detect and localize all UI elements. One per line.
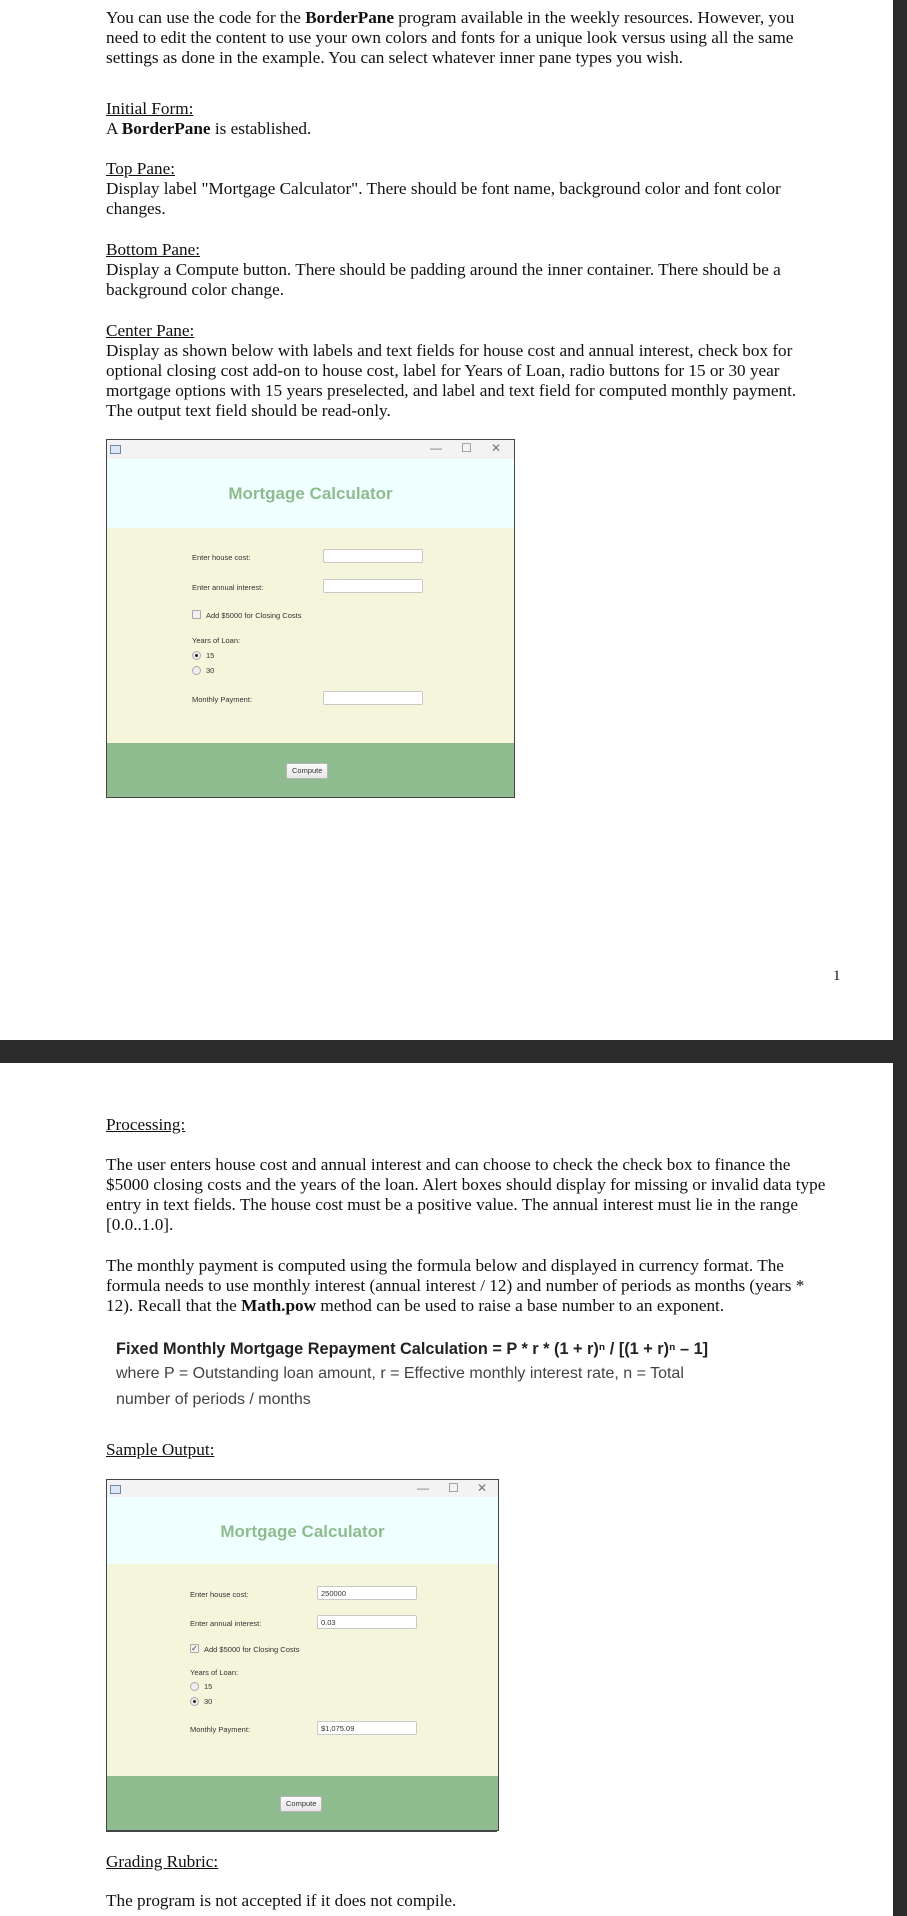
app-icon (110, 445, 121, 454)
sample-output-heading: Sample Output: (106, 1440, 215, 1459)
annual-interest-input-2[interactable]: 0.03 (317, 1615, 417, 1629)
calculator-title: Mortgage Calculator (228, 484, 393, 503)
formula-title: Fixed Monthly Mortgage Repayment Calculation = P * r * (1 + r)ⁿ / [(1 + r)ⁿ – 1] (116, 1340, 709, 1358)
minimize-icon[interactable]: — (430, 441, 442, 455)
window-titlebar (107, 440, 514, 459)
grading-rubric-text: The program is not accepted if it does not compile. (106, 1891, 457, 1910)
years-of-loan-label: Years of Loan: (192, 636, 241, 645)
monthly-payment-label: Monthly Payment: (192, 695, 253, 704)
radio-30-years-2[interactable] (190, 1697, 199, 1706)
processing-paragraph-1: The user enters house cost and annual interest and can choose to check the check box to finance the $5000 closing costs and the years of the loan. Alert boxes should display for missing or invalid data type entry in text fields. The house cost must be a positive value. The annual interest must lie in the range [0.0..1.0]. (106, 1155, 826, 1234)
top-pane-text: Display label "Mortgage Calculator". There should be font name, background color and font color changes. (106, 179, 781, 218)
annual-interest-label: Enter annual interest: (192, 583, 264, 592)
center-pane-heading: Center Pane: (106, 321, 195, 340)
intro-bold: BorderPane (305, 8, 394, 27)
formula-description-1: where P = Outstanding loan amount, r = Effective monthly interest rate, n = Total (116, 1365, 684, 1382)
formula-description-2: number of periods / months (116, 1391, 311, 1408)
para2-bold: Math.pow (241, 1296, 317, 1315)
intro-paragraph (106, 8, 826, 68)
monthly-payment-output-2: $1,075.09 (317, 1721, 417, 1735)
viewer-edge (893, 0, 907, 1916)
bottom-pane-text: Display a Compute button. There should be padding around the inner container. There should be a background color change. (106, 260, 781, 299)
window-shadow-line (106, 1831, 497, 1832)
close-icon-2[interactable]: ✕ (477, 1481, 488, 1495)
processing-paragraph-2 (106, 1256, 826, 1316)
closing-cost-checkbox[interactable] (192, 610, 201, 619)
intro-text-1: You can use the code for the (106, 8, 306, 27)
compute-button-2[interactable]: Compute (280, 1796, 322, 1812)
para2-text-1: The monthly payment is computed using the formula below and displayed in currency format. The formula needs to use monthly interest (annual interest / 12) and number of periods as months (years * 12). Recall that the (106, 1256, 805, 1315)
radio-15-label: 15 (206, 651, 215, 660)
closing-cost-label: Add $5000 for Closing Costs (206, 611, 302, 620)
annual-interest-input[interactable] (323, 579, 423, 593)
initial-bold: BorderPane (121, 119, 211, 138)
initial-text-1: A (106, 119, 122, 138)
monthly-payment-output (323, 691, 423, 705)
grading-rubric-heading: Grading Rubric: (106, 1852, 219, 1871)
page-number: 1 (833, 968, 841, 984)
mortgage-window-sample (106, 1479, 499, 1831)
annual-interest-label-2: Enter annual interest: (190, 1619, 262, 1628)
radio-30-years[interactable] (192, 666, 201, 675)
minimize-icon-2[interactable]: — (417, 1481, 429, 1495)
radio-30-label-2: 30 (204, 1697, 213, 1706)
closing-cost-checkbox-2[interactable]: ✓ (191, 1644, 198, 1653)
app-icon-2 (110, 1485, 121, 1494)
radio-15-label-2: 15 (204, 1682, 213, 1691)
maximize-icon-2[interactable]: ☐ (448, 1481, 459, 1495)
close-icon[interactable]: ✕ (491, 441, 502, 455)
house-cost-input[interactable] (323, 549, 423, 563)
house-cost-label: Enter house cost: (192, 553, 251, 562)
initial-text-2: is established. (210, 119, 312, 138)
monthly-payment-label-2: Monthly Payment: (190, 1725, 251, 1734)
top-pane-2 (107, 1497, 498, 1564)
bottom-pane-2 (107, 1776, 498, 1830)
intro-text-2: program available in the weekly resources. However, you need to edit the content to use your own colors and fonts for a unique look versus using all the same settings as done in the example. You can select whatever inner pane types you wish. (106, 8, 795, 67)
house-cost-label-2: Enter house cost: (190, 1590, 249, 1599)
mortgage-window-example (106, 439, 515, 798)
bottom-pane (107, 743, 514, 797)
initial-form-heading: Initial Form: (106, 99, 194, 118)
years-of-loan-label-2: Years of Loan: (190, 1668, 239, 1677)
processing-heading: Processing: (106, 1115, 186, 1134)
radio-15-years[interactable] (192, 651, 201, 660)
top-pane-heading: Top Pane: (106, 159, 175, 178)
initial-form-text (106, 119, 826, 139)
page-gap (0, 1040, 907, 1063)
radio-30-label: 30 (206, 666, 215, 675)
house-cost-input-2[interactable]: 250000 (317, 1586, 417, 1600)
para2-text-2: method can be used to raise a base number to an exponent. (316, 1296, 725, 1315)
calculator-title-2: Mortgage Calculator (220, 1522, 385, 1541)
radio-15-years-2[interactable] (190, 1682, 199, 1691)
top-pane (107, 459, 514, 528)
closing-cost-label-2: Add $5000 for Closing Costs (204, 1645, 300, 1654)
bottom-pane-heading: Bottom Pane: (106, 240, 201, 259)
center-pane-text: Display as shown below with labels and text fields for house cost and annual interest, check box for optional closing cost add-on to house cost, label for Years of Loan, radio buttons for 15 or 30 year mortgage options with 15 years preselected, and label and text field for computed monthly payment. The output text field should be read-only. (106, 341, 797, 420)
compute-button[interactable]: Compute (286, 763, 328, 779)
maximize-icon[interactable]: ☐ (461, 441, 472, 455)
document-page-2 (0, 1063, 893, 1916)
